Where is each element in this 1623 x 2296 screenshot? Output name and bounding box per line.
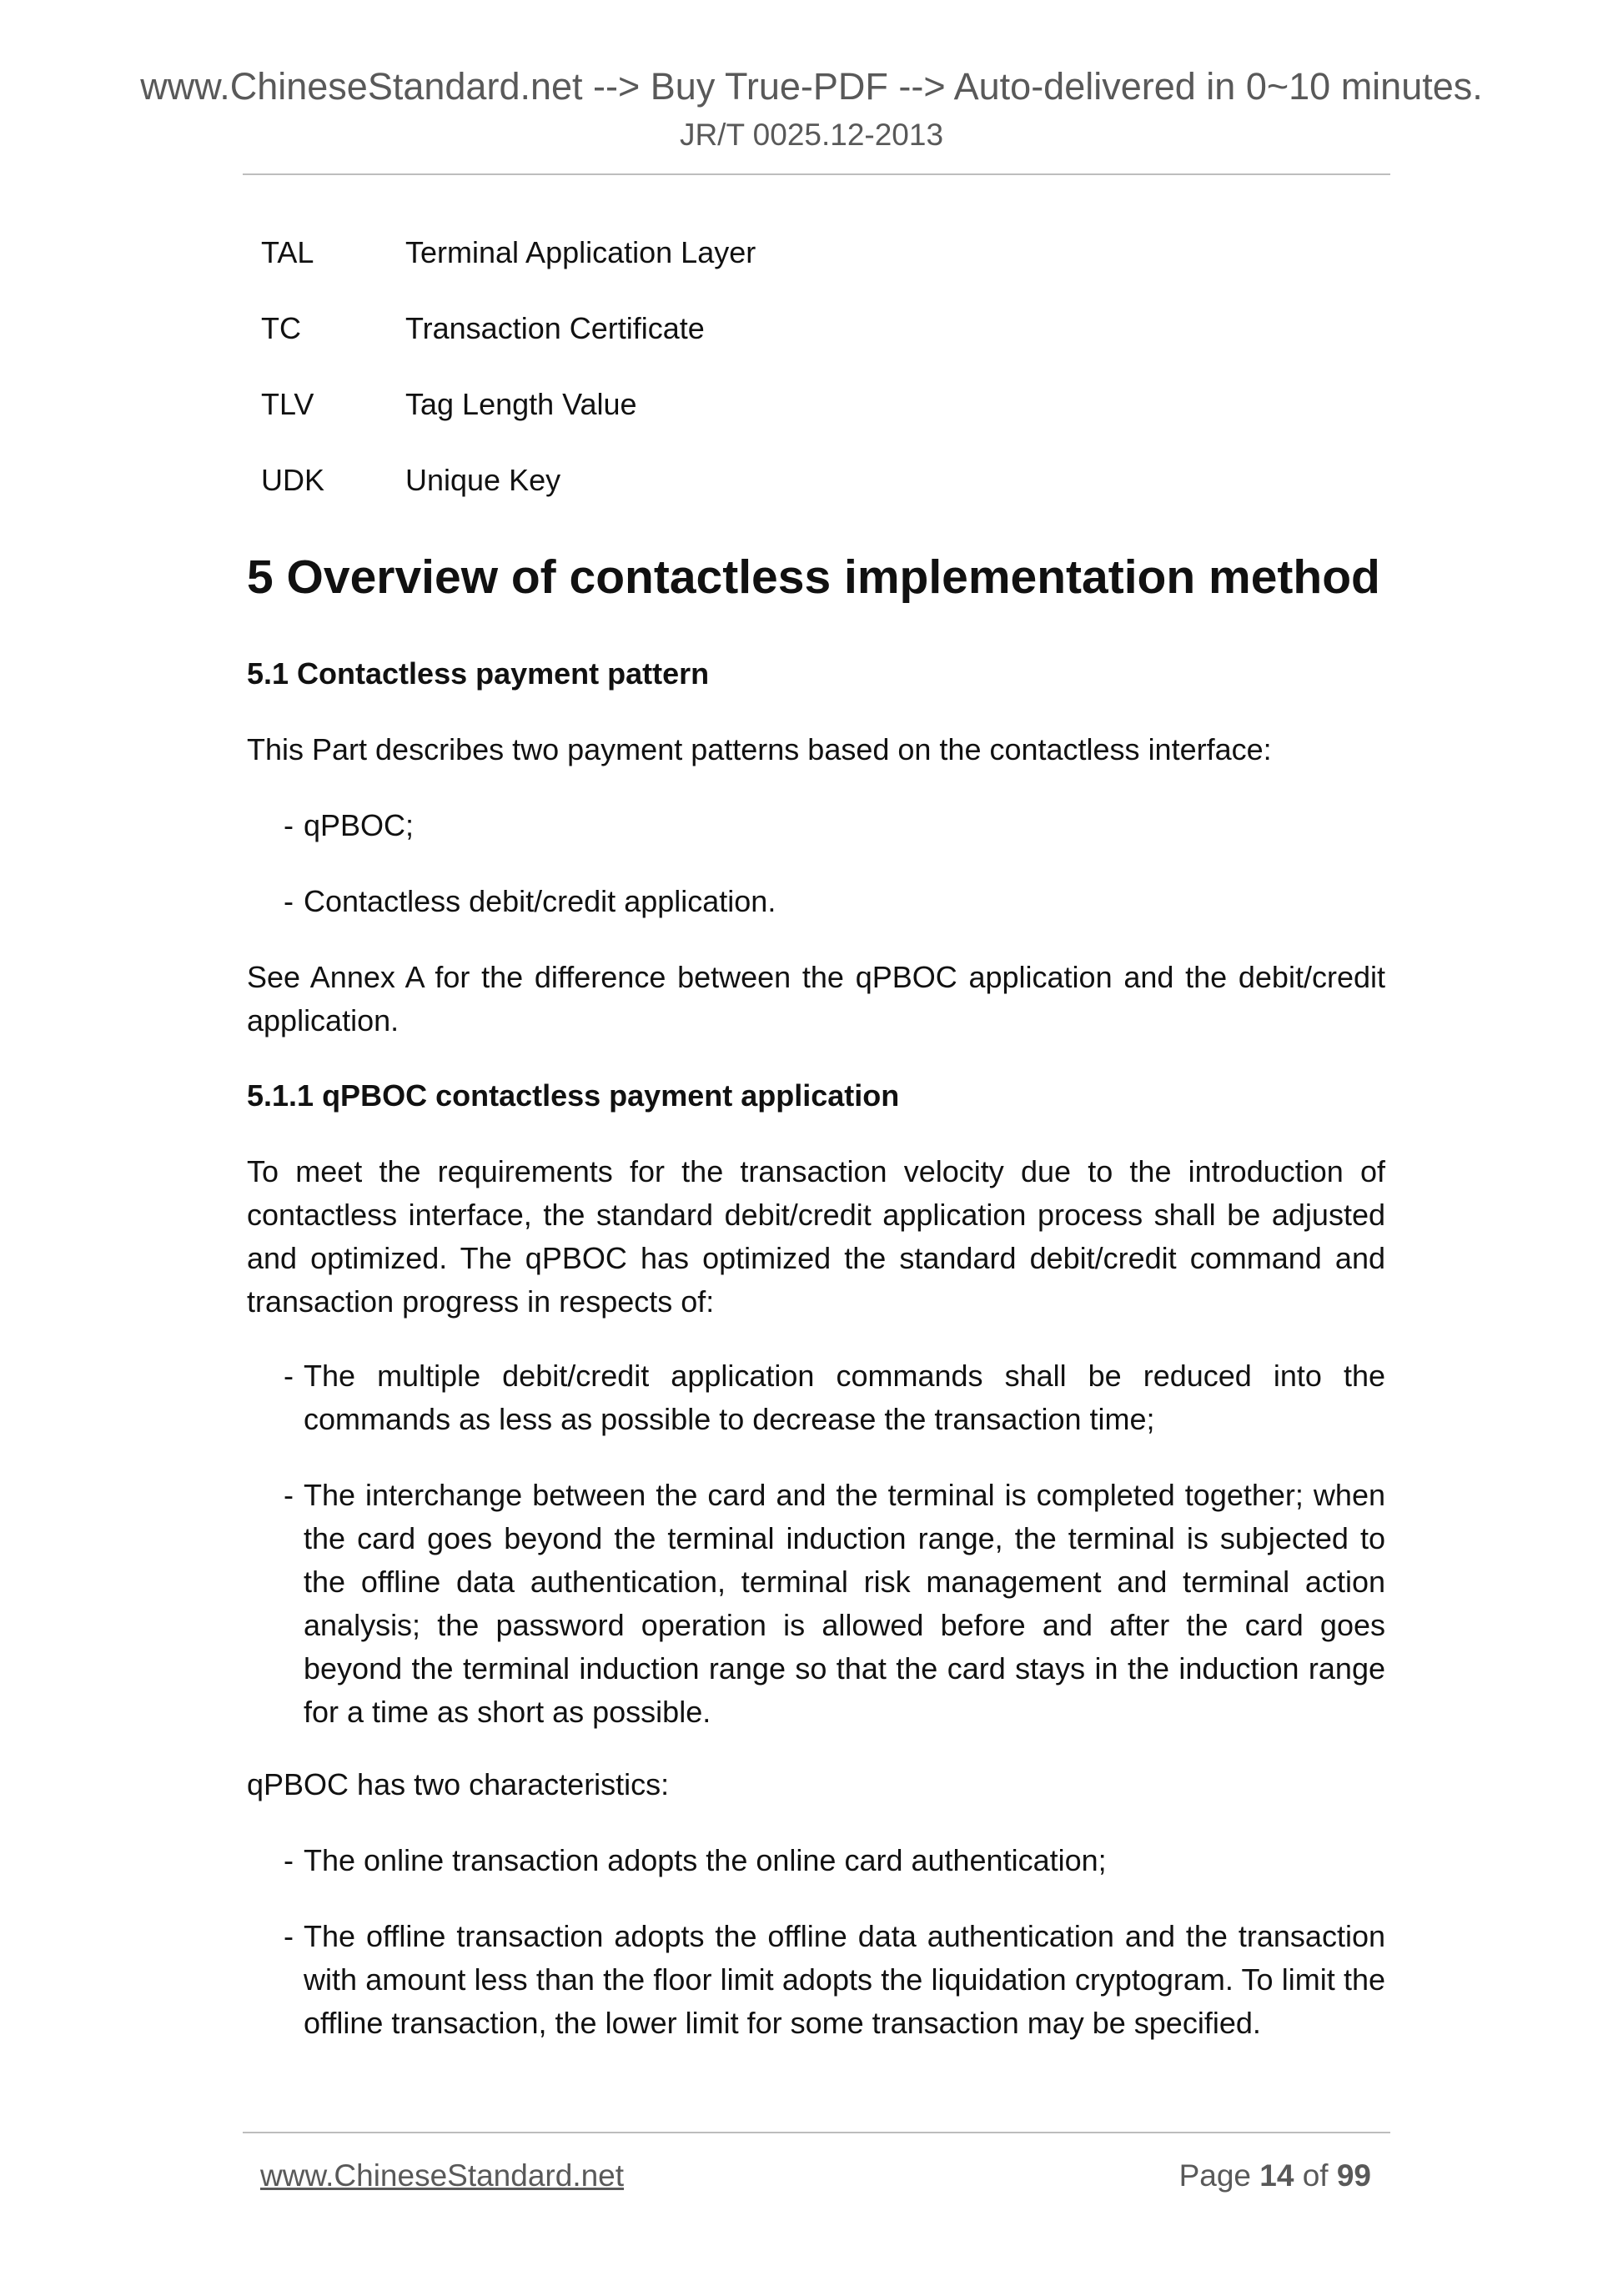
list-dash: -	[284, 884, 294, 918]
subsection-heading: 5.1.1 qPBOC contactless payment application	[247, 1078, 900, 1113]
abbreviation-code: TLV	[261, 387, 314, 421]
list-item-text: qPBOC;	[304, 808, 415, 842]
paragraph: To meet the requirements for the transaction velocity due to the introduction of contactless interface, the standard debit/credit application process shall be adjusted and optimized. The qPBOC has optimized the standard debit/credit command and transaction progress in respects of:	[247, 1154, 1385, 1319]
abbreviation-code: TC	[261, 311, 301, 345]
list-dash: -	[284, 1359, 294, 1393]
page-number	[1179, 2155, 1371, 2197]
paragraph: qPBOC has two characteristics:	[247, 1767, 670, 1801]
abbreviation-code: TAL	[261, 235, 314, 269]
list-item-text: The interchange between the card and the terminal is completed together; when the card goes beyond the terminal induction range, the terminal is subjected to the offline data authentication, terminal risk management and terminal action analysis; the password operation is allowed before and after the card goes beyond the terminal induction range so that the card stays in the induction range for a time as short as possible.	[304, 1478, 1385, 1729]
list-dash: -	[284, 1478, 294, 1512]
list-item	[284, 804, 1385, 847]
abbreviation-meaning: Tag Length Value	[405, 387, 637, 421]
paragraph: See Annex A for the difference between the qPBOC application and the debit/credit application.	[247, 960, 1385, 1037]
list-item	[284, 1354, 1385, 1441]
list-item	[284, 1839, 1385, 1882]
list-item	[284, 1915, 1385, 2045]
abbreviation-meaning: Terminal Application Layer	[405, 235, 756, 269]
list-dash: -	[284, 1919, 294, 1953]
footer-divider	[243, 2132, 1390, 2133]
abbreviation-code: UDK	[261, 463, 325, 497]
standard-number: JR/T 0025.12-2013	[679, 118, 944, 152]
subsection-heading: 5.1 Contactless payment pattern	[247, 656, 710, 691]
list-item	[284, 1474, 1385, 1734]
footer-link[interactable]: www.ChineseStandard.net	[260, 2158, 625, 2193]
header-banner: www.ChineseStandard.net --> Buy True-PDF --> Auto-delivered in 0~10 minutes.	[140, 65, 1483, 108]
list-item-text: The offline transaction adopts the offline data authentication and the transaction with amount less than the floor limit adopts the liquidation cryptogram. To limit the offline transaction, the lower limit for some transaction may be specified.	[304, 1919, 1385, 2040]
section-heading: 5 Overview of contactless implementation method	[247, 550, 1380, 604]
list-item-text: The multiple debit/credit application commands shall be reduced into the commands as less as possible to decrease the transaction time;	[304, 1359, 1385, 1436]
list-item	[284, 880, 1385, 923]
list-item-text: The online transaction adopts the online card authentication;	[304, 1843, 1107, 1877]
abbreviation-meaning: Unique Key	[405, 463, 561, 497]
paragraph: This Part describes two payment patterns based on the contactless interface:	[247, 732, 1272, 766]
list-item-text: Contactless debit/credit application.	[304, 884, 776, 918]
abbreviation-meaning: Transaction Certificate	[405, 311, 705, 345]
page-label: Page	[1178, 2158, 1251, 2193]
list-dash: -	[284, 808, 294, 842]
header-divider	[243, 173, 1390, 175]
page-of: of	[1302, 2158, 1329, 2193]
page-total: 99	[1336, 2158, 1371, 2193]
page-current: 14	[1259, 2158, 1294, 2193]
list-dash: -	[284, 1843, 294, 1877]
